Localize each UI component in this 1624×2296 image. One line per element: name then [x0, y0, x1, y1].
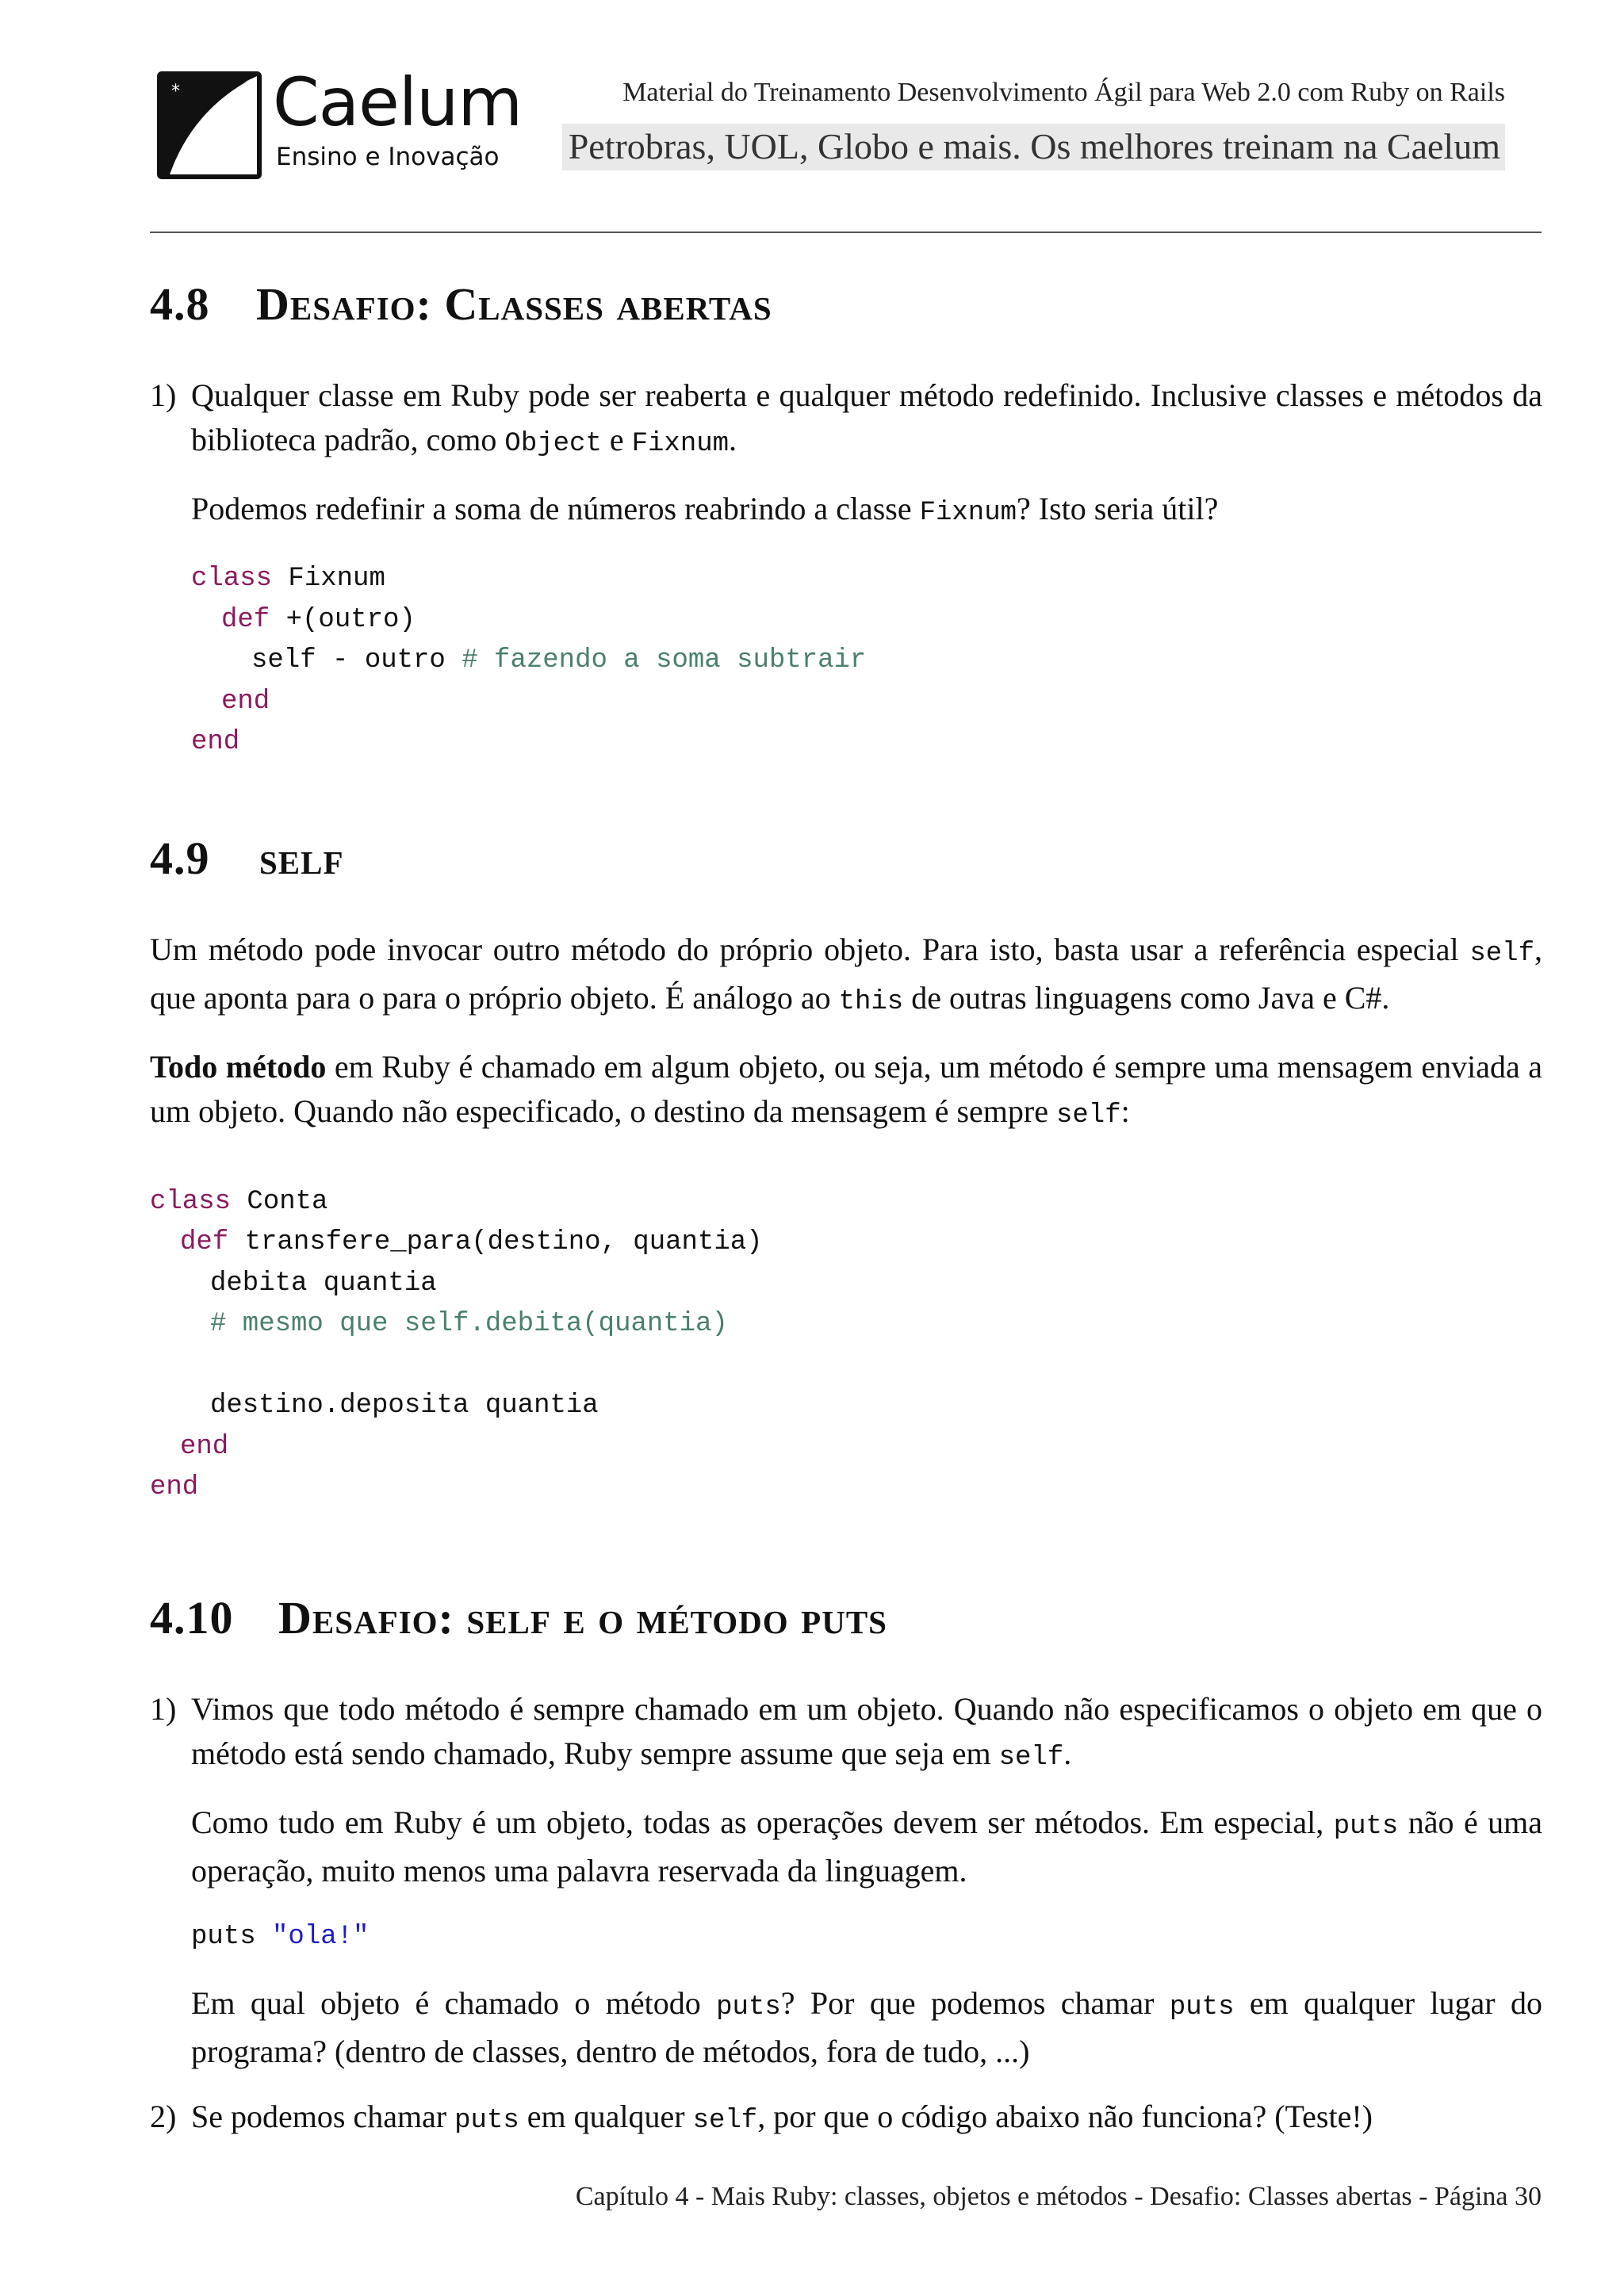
logo-mark-icon — [157, 71, 262, 179]
paragraph: Como tudo em Ruby é um objeto, todas as operações devem ser métodos. Em especial, puts não é uma operação, muito menos uma palavra reservada da linguagem. — [191, 1804, 1542, 1888]
item-number: 2) — [150, 2099, 177, 2134]
header-slogan: Petrobras, UOL, Globo e mais. Os melhores treinam na Caelum — [562, 124, 1505, 170]
exercise-item — [150, 373, 1542, 763]
page-footer: Capítulo 4 - Mais Ruby: classes, objetos e métodos - Desafio: Classes abertas - Página 30 — [575, 2182, 1542, 2211]
exercise-item — [150, 1687, 1542, 2075]
section-heading-4-10 — [150, 1591, 1542, 1644]
item-number: 1) — [150, 377, 177, 413]
section-number: 4.8 — [150, 278, 210, 330]
code-block-conta: class Conta def transfere_para(destino, quantia) debita quantia # mesmo que self.debita(quantia) destino.deposita quantia end end — [150, 1186, 763, 1502]
section-heading-4-9 — [150, 832, 1542, 885]
section-heading-4-8 — [150, 277, 1542, 331]
paragraph: Em qual objeto é chamado o método puts? Por que podemos chamar puts em qualquer lugar do programa? (dentro de classes, dentro de métodos, fora de tudo, ...) — [191, 1985, 1543, 2069]
exercise-item — [150, 2095, 1542, 2143]
caelum-logo — [155, 63, 523, 178]
paragraph: Vimos que todo método é sempre chamado em um objeto. Quando não especificamos o objeto em que o método está sendo chamado, Ruby sempre assume que seja em self. — [191, 1690, 1542, 1773]
item-number: 1) — [150, 1690, 177, 1727]
logo-tagline: Ensino e Inovação — [276, 143, 500, 171]
paragraph: Todo método em Ruby é chamado em algum objeto, ou seja, um método é sempre uma mensagem enviada a um objeto. Quando não especificado, o destino da mensagem é sempre self: — [150, 1048, 1542, 1131]
paragraph: Se podemos chamar puts em qualquer self, por que o código abaixo não funciona? (Teste!) — [191, 2099, 1373, 2136]
paragraph: Qualquer classe em Ruby pode ser reaberta e qualquer método redefinido. Inclusive classes e métodos da biblioteca padrão, como Object e Fixnum. — [191, 377, 1542, 459]
paragraph: Podemos redefinir a soma de números reabrindo a classe Fixnum? Isto seria útil? — [191, 491, 1219, 528]
section-number: 4.10 — [150, 1591, 234, 1644]
section-title: Desafio: Classes abertas — [256, 278, 772, 330]
svg-text:*: * — [171, 82, 180, 101]
header-divider — [150, 232, 1542, 233]
code-block-fixnum: class Fixnum def +(outro) self - outro # fazendo a soma subtrair end end — [191, 564, 867, 757]
page-content — [150, 262, 1542, 2143]
section-number: 4.9 — [150, 832, 210, 884]
paragraph: Um método pode invocar outro método do próprio objeto. Para isto, basta usar a referência especial self, que aponta para o para o próprio objeto. É análogo ao this de outras linguagens como Java e C#. — [150, 931, 1542, 1017]
section-title: self — [259, 832, 344, 884]
logo-wordmark: Caelum — [273, 63, 523, 141]
code-line-puts: puts "ola!" — [191, 1921, 370, 1952]
section-title: Desafio: self e o método puts — [278, 1591, 887, 1644]
header-material-title: Material do Treinamento Desenvolvimento Ágil para Web 2.0 com Ruby on Rails — [622, 78, 1505, 107]
